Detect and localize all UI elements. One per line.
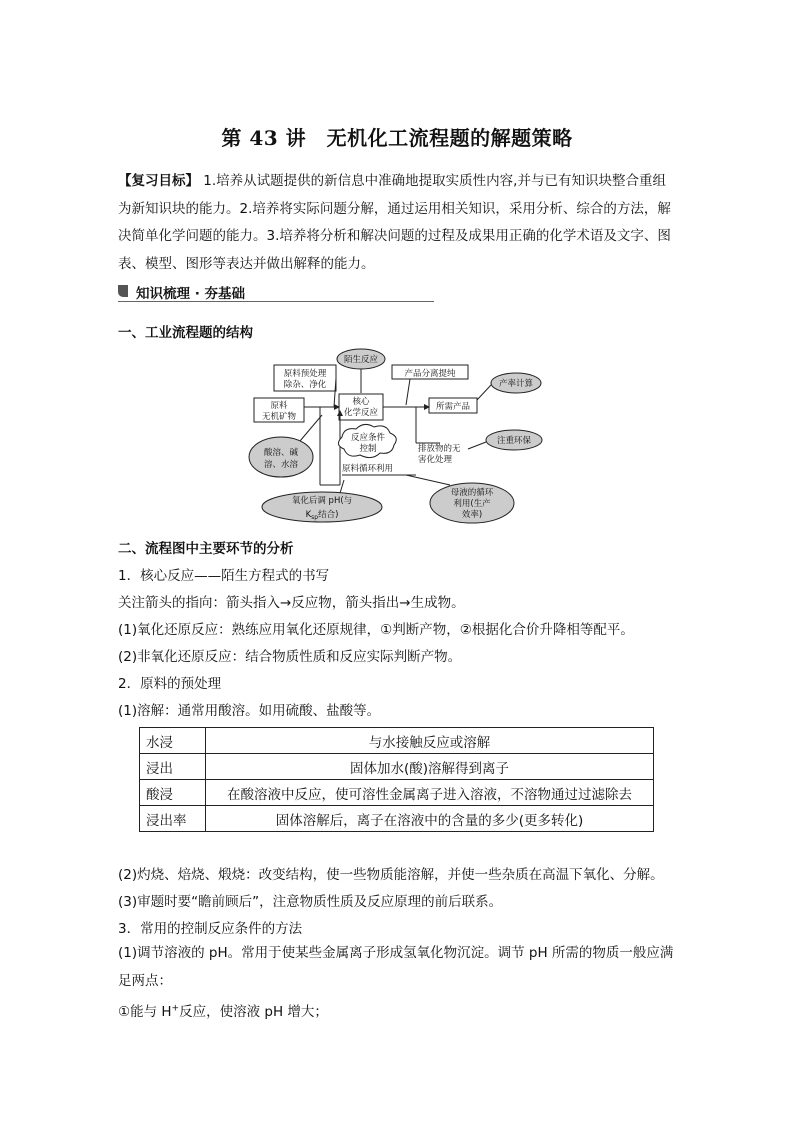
pretreat-label-2: 除杂、净化 [283,380,327,390]
s2-title: 2．原料的预处理 [118,676,222,692]
page-title: 第 43 讲 无机化工流程题的解题策略 [221,126,573,150]
table-key: 浸出 [140,754,206,780]
table-row [140,728,654,754]
s3-line-2 [118,1000,328,1020]
leaching-table [139,727,654,832]
raw-label-1: 原料 [270,401,288,411]
section-header [118,281,434,302]
heading-analysis: 二、流程图中主要环节的分析 [118,541,294,557]
table-value: 在酸溶液中反应，使可溶性金属离子进入溶液，不溶物通过过滤除去 [206,780,654,806]
s1-line-2: (1)氧化还原反应：熟练应用氧化还原规律，①判断产物，②根据化合价升降相等配平。 [118,622,634,638]
environment-label: 注重环保 [496,436,532,446]
table-value: 固体加水(酸)溶解得到离子 [206,754,654,780]
ph-label-2 [306,509,339,521]
table-key: 酸浸 [140,780,206,806]
acid-label-2: 溶、水溶 [263,460,299,470]
s2-line-2: (2)灼烧、焙烧、煅烧：改变结构，使一些物质能溶解，并使一些杂质在高温下氧化、分解。 [118,867,664,883]
s2-line-1: (1)溶解：通常用酸溶。如用硫酸、盐酸等。 [118,703,381,719]
discharge-label-2: 害化处理 [418,455,453,465]
mother-label-3: 效率) [461,510,483,520]
raw-label-2: 无机矿物 [261,412,297,422]
s3-title: 3．常用的控制反应条件的方法 [118,921,303,937]
recycle-label: 原料循环利用 [342,464,394,474]
heading-structure: 一、工业流程题的结构 [118,325,253,341]
condition-label-2: 控制 [359,444,377,454]
condition-label-1: 反应条件 [350,433,386,443]
s3-line-2-pre: ①能与 H [118,1004,172,1020]
separation-label: 产品分离提纯 [404,369,456,379]
section-marker-icon [118,285,128,297]
mother-label-2: 利用(生产 [453,499,491,509]
table-row [140,806,654,832]
ph-label-1: 氧化后调 pH(与 [291,496,353,506]
table-key: 水浸 [140,728,206,754]
ph-k: K [305,510,312,520]
table-value: 与水接触反应或溶解 [206,728,654,754]
table-row [140,754,654,780]
core-label-1: 核心 [352,397,370,407]
s3-line-2-sup: + [171,1003,180,1014]
core-label-2: 化学反应 [343,408,379,418]
s1-title: 1．核心反应——陌生方程式的书写 [118,568,330,584]
s3-line-1: (1)调节溶液的 pH。常用于使某些金属离子形成氢氧化物沉淀。调节 pH 所需的物质一般应满足两点： [118,945,674,989]
s1-line-3: (2)非氧化还原反应：结合物质性质和反应实际判断产物。 [118,649,462,665]
side-reaction-label: 陌生反应 [343,355,379,365]
pretreat-label-1: 原料预处理 [283,369,327,379]
ph-end: 结合) [318,510,339,520]
flow-diagram [240,345,552,525]
s3-line-2-post: 反应，使溶液 pH 增大； [179,1004,328,1020]
table-key: 浸出率 [140,806,206,832]
mother-label-1: 母液的循环 [450,488,494,498]
section-header-text: 知识梳理 · 夯基础 [136,286,246,302]
table-value: 固体溶解后，离子在溶液中的含量的多少(更多转化) [206,806,654,832]
review-text: 1.培养从试题提供的新信息中准确地提取实质性内容,并与已有知识块整合重组为新知识块的能力。2.培养将实际问题分解，通过运用相关知识，采用分析、综合的方法，解决简单化学问题的能力。3.培养将分析和解决问题的过程及成果用正确的化学术语及文字、图表、模型、图形等表达并做出解释的能力。 [118,173,671,272]
ph-sp: sp [311,514,319,521]
acid-label-1: 酸溶、碱 [263,448,299,458]
review-objectives [118,168,678,278]
review-tag: 【复习目标】 [118,173,199,189]
yield-label: 产率计算 [498,379,534,389]
s1-line-1: 关注箭头的指向：箭头指入→反应物，箭头指出→生成物。 [118,595,465,611]
s2-line-3: (3)审题时要“瞻前顾后”，注意物质性质及反应原理的前后联系。 [118,894,503,910]
table-row [140,780,654,806]
discharge-label-1: 排放物的无 [418,444,461,454]
product-label: 所需产品 [435,402,471,412]
